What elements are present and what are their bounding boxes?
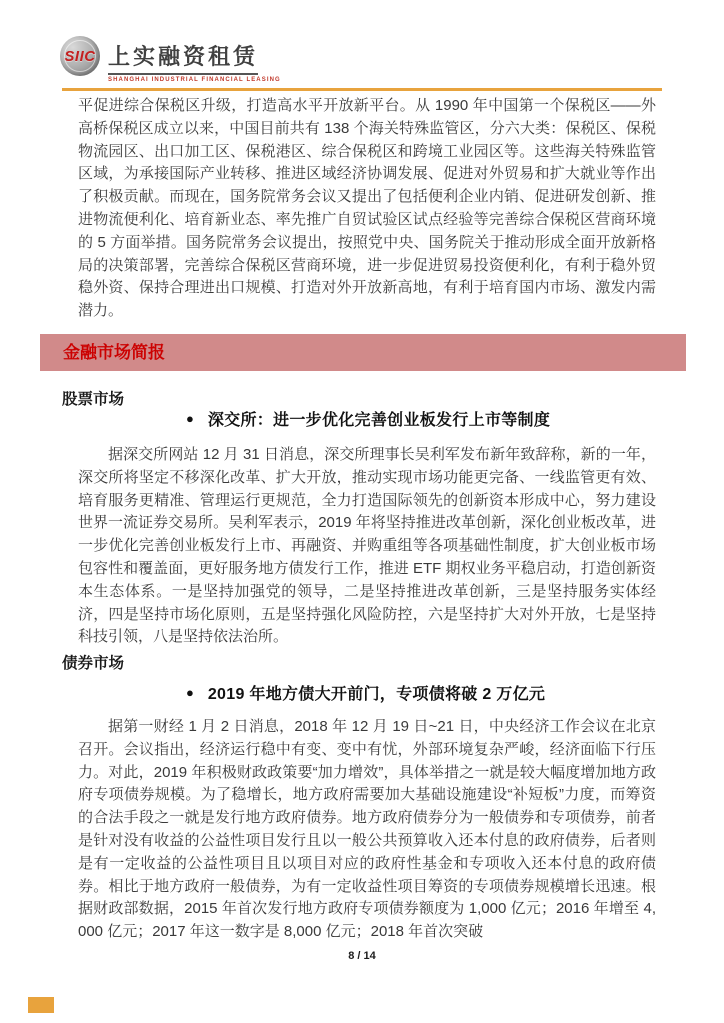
bullet-icon: ● [186,685,194,700]
bond-market-paragraph: 据第一财经 1 月 2 日消息，2018 年 12 月 19 日~21 日，中央经济工作会议在北京召开。会议指出，经济运行稳中有变、变中有忧，外部环境复杂严峻，经济面临下行压力。对此，2019 年积极财政政策要“加力增效”，具体举措之一就是较大幅度增加地方政府专项债券规模。为了稳增长，地方政府需要加大基础设施建设“补短板”力度，而筹资的合法手段之一就是发行地方政府债券。地方政府债券分为一般债券和专项债券，前者是针对没有收益的公益性项目发行且以一般公共预算收入还本付息的政府债券，后者则是有一定收益的公益性项目且以项目对应的政府性基金和专项收入还本付息的政府债券。相比于地方政府一般债券，为有一定收益性项目筹资的专项债券规模增长迅速。根据财政部数据，2015 年首次发行地方政府专项债券额度为 1,000 亿元；2016 年增至 4,000 亿元；2017 年这一数字是 8,000 亿元；2018 年首次突破 [78,718,656,941]
subsection-heading-stock-market: 股票市场 [62,391,125,408]
intro-paragraph: 平促进综合保税区升级，打造高水平开放新平台。从 1990 年中国第一个保税区——外高桥保税区成立以来，中国目前共有 138 个海关特殊监管区，分六大类：保税区、保税物流园区、出口加工区、保税港区、综合保税区和跨境工业园区等。这些海关特殊监管区域，为承接国际产业转移、推进区域经济协调发展、促进对外贸易和扩大就业等作出了积极贡献。而现在，国务院常务会议又提出了包括便利企业内销、促进研发创新、推进物流便利化、培育新业态、率先推广自贸试验区试点经验等完善综合保税区营商环境的 5 方面举措。国务院常务会议提出，按照党中央、国务院关于推动形成全面开放新格局的决策部署，完善综合保税区营商环境，进一步促进贸易投资便利化，有利于稳外贸稳外资、保持合理进出口规模、打造对外开放新高地，有利于培育国内市场、激发内需潜力。 [78,97,656,320]
footer-accent-mark [28,997,54,1013]
bullet-title-stock: 深交所：进一步优化完善创业板发行上市等制度 [207,412,551,429]
stock-market-paragraph: 据深交所网站 12 月 31 日消息，深交所理事长吴利军发布新年致辞称，新的一年，深交所将坚定不移深化改革、扩大开放，推动实现市场功能更完备、一线监管更有效、培育服务更精准、管理运行更规范，全力打造国际领先的创新资本形成中心，努力建设世界一流证券交易所。吴利军表示，2019 年将坚持推进改革创新，深化创业板改革，进一步优化完善创业板发行上市、再融资、并购重组等各项基础性制度，扩大创业板市场包容性和覆盖面，更好服务地方债发行工作，推进 ETF 期权业务平稳启动，打造创新资本生态体系。一是坚持加强党的领导，二是坚持推进改革创新，三是坚持服务实体经济，四是坚持市场化原则，五是坚持强化风险防控，六是坚持扩大对外开放，七是坚持科技引领，八是坚持依法治所。 [78,446,656,646]
company-name-en: SHANGHAI INDUSTRIAL FINANCIAL LEASING [108,77,281,83]
bullet-icon: ● [186,411,194,426]
company-name-cn: 上实融资租赁 [108,40,258,75]
bullet-heading-bond [186,681,545,704]
bullet-title-bond: 2019 年地方债大开前门，专项债将破 2 万亿元 [207,686,546,703]
logo-names [108,36,281,83]
siic-globe-icon [60,36,100,76]
section-title: 金融市场简报 [63,343,165,362]
subsection-heading-bond-market: 债券市场 [62,655,125,672]
page-number: 8 / 14 [348,950,376,962]
bullet-heading-stock [186,407,550,430]
logo-abbrev: SIIC [64,47,96,65]
section-header-financial-markets [40,334,686,371]
header-divider [62,88,662,91]
company-logo [60,36,281,83]
